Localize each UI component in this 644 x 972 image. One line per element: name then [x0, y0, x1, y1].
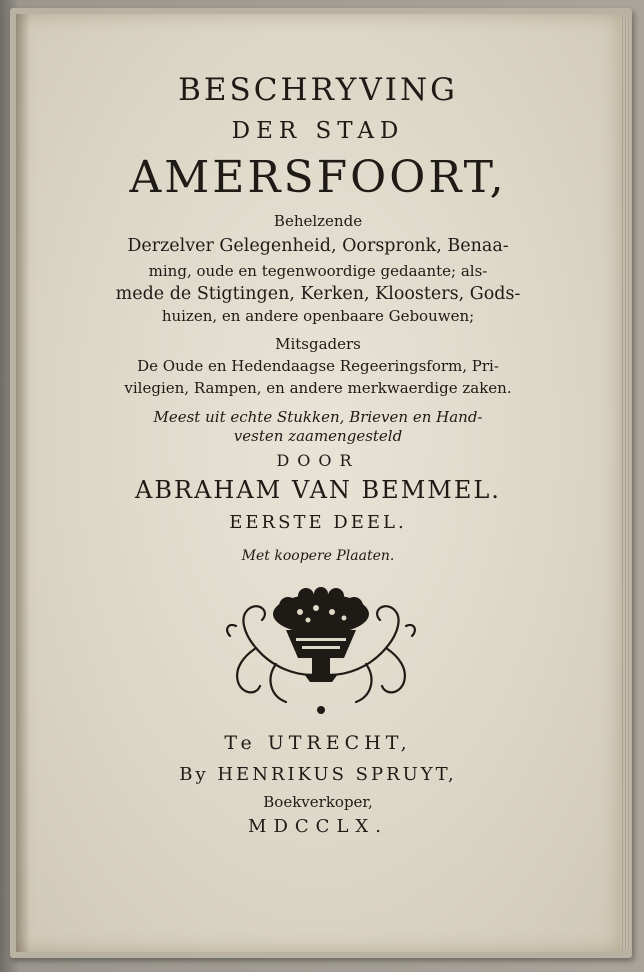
imprint-place: Te UTRECHT,: [224, 732, 412, 754]
title-line-1: BESCHRYVING: [178, 72, 458, 108]
author-name: ABRAHAM VAN BEMMEL.: [135, 476, 501, 504]
subtitle-line: De Oude en Hedendaagse Regeeringsform, Pri-: [137, 357, 499, 375]
source-line: vesten zaamengesteld: [233, 427, 403, 445]
page-edges: [620, 18, 630, 948]
subtitle-line: ming, oude en tegenwoordige gedaante; als-: [148, 262, 488, 280]
volume-label: EERSTE DEEL.: [229, 512, 407, 533]
imprint-year: MDCCLX.: [248, 816, 388, 837]
title-line-3: AMERSFOORT,: [129, 152, 507, 203]
source-line: Meest uit echte Stukken, Brieven en Hand-: [153, 408, 483, 426]
imprint-printer: By HENRIKUS SPRUYT,: [179, 764, 457, 785]
title-line-2: DER STAD: [231, 118, 405, 144]
subtitle-line: mede de Stigtingen, Kerken, Kloosters, Gods-: [115, 284, 521, 304]
title-page: [16, 14, 620, 952]
book-cover: [10, 8, 632, 958]
subtitle-line: huizen, en andere openbaare Gebouwen;: [161, 307, 475, 325]
subtitle-line: vilegien, Rampen, en andere merkwaerdige zaken.: [124, 379, 512, 397]
plates-note: Met koopere Plaaten.: [241, 548, 395, 564]
imprint-trade: Boekverkoper,: [263, 793, 373, 811]
subtitle-line: Derzelver Gelegenheid, Oorspronk, Benaa-: [127, 236, 509, 256]
subtitle-intro: Behelzende: [273, 212, 363, 230]
flower-basket-ornament: [216, 586, 426, 716]
connector-text: Mitsgaders: [275, 335, 361, 353]
by-line: DOOR: [276, 451, 360, 470]
